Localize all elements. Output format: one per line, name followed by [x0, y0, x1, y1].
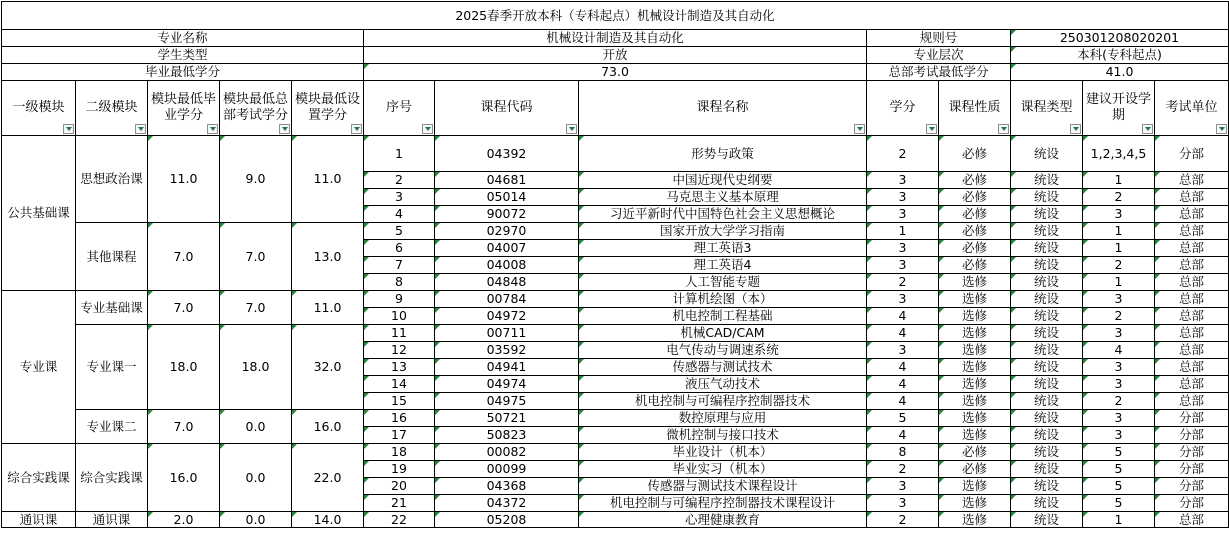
course-type[interactable]: 统设: [1011, 325, 1083, 342]
course-type[interactable]: 统设: [1011, 223, 1083, 240]
course-credit[interactable]: 1: [867, 223, 939, 240]
filter-dropdown-icon[interactable]: [351, 124, 362, 134]
level1-module-cell[interactable]: 综合实践课: [2, 444, 76, 512]
course-exam-unit[interactable]: 总部: [1155, 206, 1229, 223]
course-code[interactable]: 05208: [435, 512, 579, 528]
course-exam-unit[interactable]: 分部: [1155, 495, 1229, 512]
course-nature[interactable]: 选修: [939, 427, 1011, 444]
course-seq[interactable]: 14: [364, 376, 435, 393]
module-min-set-credit[interactable]: 13.0: [292, 223, 364, 291]
course-credit[interactable]: 3: [867, 495, 939, 512]
course-nature[interactable]: 选修: [939, 512, 1011, 528]
course-code[interactable]: 03592: [435, 342, 579, 359]
course-seq[interactable]: 10: [364, 308, 435, 325]
course-type[interactable]: 统设: [1011, 189, 1083, 206]
course-type[interactable]: 统设: [1011, 376, 1083, 393]
header-suggested-term[interactable]: [1083, 81, 1155, 136]
header-exam-unit[interactable]: [1155, 81, 1229, 136]
course-credit[interactable]: 5: [867, 410, 939, 427]
header-level2-module[interactable]: [76, 81, 148, 136]
header-min-grad-credit[interactable]: [148, 81, 220, 136]
level2-module-cell[interactable]: 思想政治课: [76, 136, 148, 223]
course-type[interactable]: 统设: [1011, 308, 1083, 325]
major-value[interactable]: 机械设计制造及其自动化: [364, 30, 867, 47]
module-min-grad-credit[interactable]: 16.0: [148, 444, 220, 512]
course-name[interactable]: 中国近现代史纲要: [579, 172, 867, 189]
course-credit[interactable]: 3: [867, 291, 939, 308]
module-min-hq-credit[interactable]: 18.0: [220, 325, 292, 410]
course-exam-unit[interactable]: 总部: [1155, 223, 1229, 240]
course-exam-unit[interactable]: 分部: [1155, 410, 1229, 427]
course-type[interactable]: 统设: [1011, 172, 1083, 189]
course-credit[interactable]: 2: [867, 512, 939, 528]
course-name[interactable]: 传感器与测试技术课程设计: [579, 478, 867, 495]
rule-value[interactable]: 250301208020201: [1011, 30, 1229, 47]
module-min-set-credit[interactable]: 11.0: [292, 291, 364, 325]
module-min-set-credit[interactable]: 11.0: [292, 136, 364, 223]
course-name[interactable]: 计算机绘图（本）: [579, 291, 867, 308]
course-term[interactable]: 2: [1083, 308, 1155, 325]
course-seq[interactable]: 13: [364, 359, 435, 376]
course-term[interactable]: 1,2,3,4,5: [1083, 136, 1155, 172]
course-term[interactable]: 5: [1083, 461, 1155, 478]
course-exam-unit[interactable]: 总部: [1155, 291, 1229, 308]
course-term[interactable]: 1: [1083, 274, 1155, 291]
curriculum-table: [1, 1, 1229, 528]
module-min-hq-credit[interactable]: 0.0: [220, 512, 292, 528]
header-credit[interactable]: [867, 81, 939, 136]
course-term[interactable]: 2: [1083, 393, 1155, 410]
table-row: [2, 512, 1229, 528]
course-seq[interactable]: 17: [364, 427, 435, 444]
course-code[interactable]: 00711: [435, 325, 579, 342]
filter-dropdown-icon[interactable]: [422, 124, 433, 134]
course-code[interactable]: 04975: [435, 393, 579, 410]
course-nature[interactable]: 选修: [939, 274, 1011, 291]
header-text: 考试单位: [1165, 100, 1218, 116]
course-seq[interactable]: 20: [364, 478, 435, 495]
header-course-nature[interactable]: [939, 81, 1011, 136]
course-code[interactable]: 04848: [435, 274, 579, 291]
header-course-code[interactable]: [435, 81, 579, 136]
header-text: 模块最低毕业学分: [150, 92, 216, 123]
course-credit[interactable]: 4: [867, 325, 939, 342]
filter-dropdown-icon[interactable]: [926, 124, 937, 134]
header-min-set-credit[interactable]: [292, 81, 364, 136]
course-nature[interactable]: 选修: [939, 308, 1011, 325]
module-min-hq-credit[interactable]: 7.0: [220, 291, 292, 325]
course-term[interactable]: 1: [1083, 512, 1155, 528]
course-term[interactable]: 2: [1083, 189, 1155, 206]
course-type[interactable]: 统设: [1011, 444, 1083, 461]
course-code[interactable]: 04372: [435, 495, 579, 512]
filter-dropdown-icon[interactable]: [135, 124, 146, 134]
course-code[interactable]: 90072: [435, 206, 579, 223]
course-term[interactable]: 3: [1083, 325, 1155, 342]
course-type[interactable]: 统设: [1011, 206, 1083, 223]
table-row: [2, 223, 1229, 240]
course-seq[interactable]: 11: [364, 325, 435, 342]
course-code[interactable]: 00099: [435, 461, 579, 478]
header-level1-module[interactable]: [2, 81, 76, 136]
major-label: 专业名称: [2, 30, 364, 47]
course-nature[interactable]: 选修: [939, 359, 1011, 376]
course-exam-unit[interactable]: 分部: [1155, 461, 1229, 478]
course-nature[interactable]: 选修: [939, 325, 1011, 342]
table-row: [2, 291, 1229, 308]
course-exam-unit[interactable]: 总部: [1155, 393, 1229, 410]
course-seq[interactable]: 19: [364, 461, 435, 478]
course-name[interactable]: 国家开放大学学习指南: [579, 223, 867, 240]
hq-min-value[interactable]: 41.0: [1011, 64, 1229, 81]
course-type[interactable]: 统设: [1011, 512, 1083, 528]
course-type[interactable]: 统设: [1011, 291, 1083, 308]
filter-dropdown-icon[interactable]: [998, 124, 1009, 134]
level2-module-cell[interactable]: 专业课一: [76, 325, 148, 410]
course-name[interactable]: 液压气动技术: [579, 376, 867, 393]
course-exam-unit[interactable]: 总部: [1155, 359, 1229, 376]
course-exam-unit[interactable]: 分部: [1155, 136, 1229, 172]
module-min-grad-credit[interactable]: 7.0: [148, 291, 220, 325]
course-nature[interactable]: 必修: [939, 172, 1011, 189]
header-text: 课程类型: [1020, 100, 1073, 116]
header-text: 课程代码: [480, 100, 533, 116]
course-seq[interactable]: 6: [364, 240, 435, 257]
course-seq[interactable]: 8: [364, 274, 435, 291]
course-name[interactable]: 毕业设计（机本）: [579, 444, 867, 461]
filter-dropdown-icon[interactable]: [1070, 124, 1081, 134]
header-text: 模块最低总部考试学分: [222, 92, 288, 123]
course-type[interactable]: 统设: [1011, 478, 1083, 495]
course-exam-unit[interactable]: 总部: [1155, 308, 1229, 325]
level2-module-cell[interactable]: 专业基础课: [76, 291, 148, 325]
table-row: [2, 410, 1229, 427]
course-exam-unit[interactable]: 总部: [1155, 257, 1229, 274]
module-min-hq-credit[interactable]: 9.0: [220, 136, 292, 223]
course-nature[interactable]: 必修: [939, 206, 1011, 223]
course-code[interactable]: 00784: [435, 291, 579, 308]
course-nature[interactable]: 选修: [939, 478, 1011, 495]
level2-module-cell[interactable]: 专业课二: [76, 410, 148, 444]
course-term[interactable]: 3: [1083, 427, 1155, 444]
course-exam-unit[interactable]: 总部: [1155, 172, 1229, 189]
course-nature[interactable]: 必修: [939, 223, 1011, 240]
course-seq[interactable]: 12: [364, 342, 435, 359]
course-code[interactable]: 04681: [435, 172, 579, 189]
course-exam-unit[interactable]: 总部: [1155, 325, 1229, 342]
level-label: 专业层次: [867, 47, 1011, 64]
course-credit[interactable]: 3: [867, 189, 939, 206]
header-text: 序号: [385, 100, 412, 116]
course-credit[interactable]: 4: [867, 427, 939, 444]
course-code[interactable]: 50823: [435, 427, 579, 444]
level1-module-cell[interactable]: 公共基础课: [2, 136, 76, 291]
course-code[interactable]: 50721: [435, 410, 579, 427]
table-row: [2, 136, 1229, 172]
course-code[interactable]: 04368: [435, 478, 579, 495]
course-code[interactable]: 02970: [435, 223, 579, 240]
course-term[interactable]: 3: [1083, 376, 1155, 393]
course-exam-unit[interactable]: 总部: [1155, 240, 1229, 257]
course-credit[interactable]: 2: [867, 136, 939, 172]
course-credit[interactable]: 3: [867, 206, 939, 223]
level1-module-cell[interactable]: 通识课: [2, 512, 76, 528]
filter-dropdown-icon[interactable]: [63, 124, 74, 134]
module-min-hq-credit[interactable]: 0.0: [220, 410, 292, 444]
course-type[interactable]: 统设: [1011, 274, 1083, 291]
course-type[interactable]: 统设: [1011, 136, 1083, 172]
course-type[interactable]: 统设: [1011, 342, 1083, 359]
header-text: 建议开设学期: [1085, 92, 1151, 123]
header-text: 课程名称: [696, 100, 749, 116]
course-credit[interactable]: 4: [867, 376, 939, 393]
course-credit[interactable]: 3: [867, 240, 939, 257]
course-code[interactable]: 04008: [435, 257, 579, 274]
course-name[interactable]: 传感器与测试技术: [579, 359, 867, 376]
module-min-set-credit[interactable]: 14.0: [292, 512, 364, 528]
student-type-value[interactable]: 开放: [364, 47, 867, 64]
filter-dropdown-icon[interactable]: [854, 124, 865, 134]
course-code[interactable]: 04941: [435, 359, 579, 376]
course-seq[interactable]: 2: [364, 172, 435, 189]
course-seq[interactable]: 15: [364, 393, 435, 410]
course-name[interactable]: 毕业实习（机本）: [579, 461, 867, 478]
course-credit[interactable]: 2: [867, 274, 939, 291]
course-name[interactable]: 形势与政策: [579, 136, 867, 172]
course-type[interactable]: 统设: [1011, 495, 1083, 512]
course-name[interactable]: 理工英语4: [579, 257, 867, 274]
course-type[interactable]: 统设: [1011, 410, 1083, 427]
course-exam-unit[interactable]: 分部: [1155, 427, 1229, 444]
filter-dropdown-icon[interactable]: [207, 124, 218, 134]
course-seq[interactable]: 21: [364, 495, 435, 512]
course-nature[interactable]: 选修: [939, 342, 1011, 359]
level2-module-cell[interactable]: 通识课: [76, 512, 148, 528]
table-row: [2, 444, 1229, 461]
course-name[interactable]: 习近平新时代中国特色社会主义思想概论: [579, 206, 867, 223]
module-min-set-credit[interactable]: 16.0: [292, 410, 364, 444]
min-credit-value[interactable]: 73.0: [364, 64, 867, 81]
course-term[interactable]: 1: [1083, 223, 1155, 240]
course-exam-unit[interactable]: 总部: [1155, 376, 1229, 393]
course-credit[interactable]: 2: [867, 461, 939, 478]
course-seq[interactable]: 3: [364, 189, 435, 206]
course-exam-unit[interactable]: 总部: [1155, 189, 1229, 206]
course-code[interactable]: 05014: [435, 189, 579, 206]
header-text: 模块最低设置学分: [294, 92, 360, 123]
header-course-type[interactable]: [1011, 81, 1083, 136]
course-seq[interactable]: 22: [364, 512, 435, 528]
course-nature[interactable]: 必修: [939, 461, 1011, 478]
course-exam-unit[interactable]: 总部: [1155, 274, 1229, 291]
student-type-label: 学生类型: [2, 47, 364, 64]
course-name[interactable]: 电气传动与调速系统: [579, 342, 867, 359]
module-min-grad-credit[interactable]: 2.0: [148, 512, 220, 528]
course-nature[interactable]: 选修: [939, 393, 1011, 410]
course-credit[interactable]: 3: [867, 342, 939, 359]
course-term[interactable]: 5: [1083, 478, 1155, 495]
course-credit[interactable]: 4: [867, 393, 939, 410]
course-term[interactable]: 1: [1083, 240, 1155, 257]
course-exam-unit[interactable]: 分部: [1155, 444, 1229, 461]
course-term[interactable]: 5: [1083, 444, 1155, 461]
module-min-hq-credit[interactable]: 7.0: [220, 223, 292, 291]
course-nature[interactable]: 选修: [939, 410, 1011, 427]
table-row: [2, 325, 1229, 342]
level1-module-cell[interactable]: 专业课: [2, 291, 76, 444]
course-code[interactable]: 00082: [435, 444, 579, 461]
course-seq[interactable]: 18: [364, 444, 435, 461]
header-text: 学分: [889, 100, 916, 116]
course-nature[interactable]: 选修: [939, 376, 1011, 393]
course-credit[interactable]: 4: [867, 359, 939, 376]
course-code[interactable]: 04007: [435, 240, 579, 257]
course-code[interactable]: 04972: [435, 308, 579, 325]
course-nature[interactable]: 必修: [939, 257, 1011, 274]
course-term[interactable]: 3: [1083, 206, 1155, 223]
module-min-grad-credit[interactable]: 18.0: [148, 325, 220, 410]
level2-module-cell[interactable]: 综合实践课: [76, 444, 148, 512]
course-type[interactable]: 统设: [1011, 461, 1083, 478]
course-credit[interactable]: 3: [867, 478, 939, 495]
course-credit[interactable]: 3: [867, 257, 939, 274]
course-seq[interactable]: 16: [364, 410, 435, 427]
module-min-set-credit[interactable]: 32.0: [292, 325, 364, 410]
course-nature[interactable]: 选修: [939, 291, 1011, 308]
course-name[interactable]: 机电控制与可编程序控制器技术: [579, 393, 867, 410]
course-seq[interactable]: 9: [364, 291, 435, 308]
course-term[interactable]: 3: [1083, 359, 1155, 376]
course-type[interactable]: 统设: [1011, 240, 1083, 257]
course-exam-unit[interactable]: 总部: [1155, 512, 1229, 528]
course-type[interactable]: 统设: [1011, 427, 1083, 444]
course-term[interactable]: 2: [1083, 257, 1155, 274]
course-name[interactable]: 机械CAD/CAM: [579, 325, 867, 342]
course-name[interactable]: 心理健康教育: [579, 512, 867, 528]
course-term[interactable]: 3: [1083, 291, 1155, 308]
module-min-grad-credit[interactable]: 11.0: [148, 136, 220, 223]
min-credit-label: 毕业最低学分: [2, 64, 364, 81]
module-min-grad-credit[interactable]: 7.0: [148, 223, 220, 291]
course-nature[interactable]: 选修: [939, 495, 1011, 512]
level-value[interactable]: 本科(专科起点): [1011, 47, 1229, 64]
course-code[interactable]: 04974: [435, 376, 579, 393]
filter-dropdown-icon[interactable]: [1142, 124, 1153, 134]
course-name[interactable]: 数控原理与应用: [579, 410, 867, 427]
course-credit[interactable]: 8: [867, 444, 939, 461]
course-credit[interactable]: 3: [867, 172, 939, 189]
course-term[interactable]: 4: [1083, 342, 1155, 359]
course-nature[interactable]: 必修: [939, 136, 1011, 172]
course-nature[interactable]: 必修: [939, 240, 1011, 257]
page-title: 2025春季开放本科（专科起点）机械设计制造及其自动化: [2, 2, 1229, 30]
course-type[interactable]: 统设: [1011, 359, 1083, 376]
course-name[interactable]: 微机控制与接口技术: [579, 427, 867, 444]
course-term[interactable]: 1: [1083, 172, 1155, 189]
course-name[interactable]: 机电控制与可编程序控制器技术课程设计: [579, 495, 867, 512]
course-name[interactable]: 马克思主义基本原理: [579, 189, 867, 206]
filter-dropdown-icon[interactable]: [1216, 124, 1227, 134]
course-type[interactable]: 统设: [1011, 393, 1083, 410]
course-type[interactable]: 统设: [1011, 257, 1083, 274]
filter-dropdown-icon[interactable]: [279, 124, 290, 134]
course-seq[interactable]: 4: [364, 206, 435, 223]
course-term[interactable]: 5: [1083, 495, 1155, 512]
course-name[interactable]: 机电控制工程基础: [579, 308, 867, 325]
course-code[interactable]: 04392: [435, 136, 579, 172]
course-seq[interactable]: 1: [364, 136, 435, 172]
course-term[interactable]: 3: [1083, 410, 1155, 427]
header-text: 二级模块: [85, 100, 138, 116]
module-min-grad-credit[interactable]: 7.0: [148, 410, 220, 444]
course-name[interactable]: 理工英语3: [579, 240, 867, 257]
course-nature[interactable]: 必修: [939, 189, 1011, 206]
module-min-hq-credit[interactable]: 0.0: [220, 444, 292, 512]
course-exam-unit[interactable]: 分部: [1155, 478, 1229, 495]
header-seq[interactable]: [364, 81, 435, 136]
header-text: 一级模块: [12, 100, 65, 116]
hq-min-label: 总部考试最低学分: [867, 64, 1011, 81]
header-course-name[interactable]: [579, 81, 867, 136]
header-min-hq-credit[interactable]: [220, 81, 292, 136]
level2-module-cell[interactable]: 其他课程: [76, 223, 148, 291]
course-credit[interactable]: 4: [867, 308, 939, 325]
module-min-set-credit[interactable]: 22.0: [292, 444, 364, 512]
header-text: 课程性质: [948, 100, 1001, 116]
course-seq[interactable]: 5: [364, 223, 435, 240]
course-exam-unit[interactable]: 总部: [1155, 342, 1229, 359]
course-seq[interactable]: 7: [364, 257, 435, 274]
course-nature[interactable]: 必修: [939, 444, 1011, 461]
rule-label: 规则号: [867, 30, 1011, 47]
course-name[interactable]: 人工智能专题: [579, 274, 867, 291]
filter-dropdown-icon[interactable]: [566, 124, 577, 134]
